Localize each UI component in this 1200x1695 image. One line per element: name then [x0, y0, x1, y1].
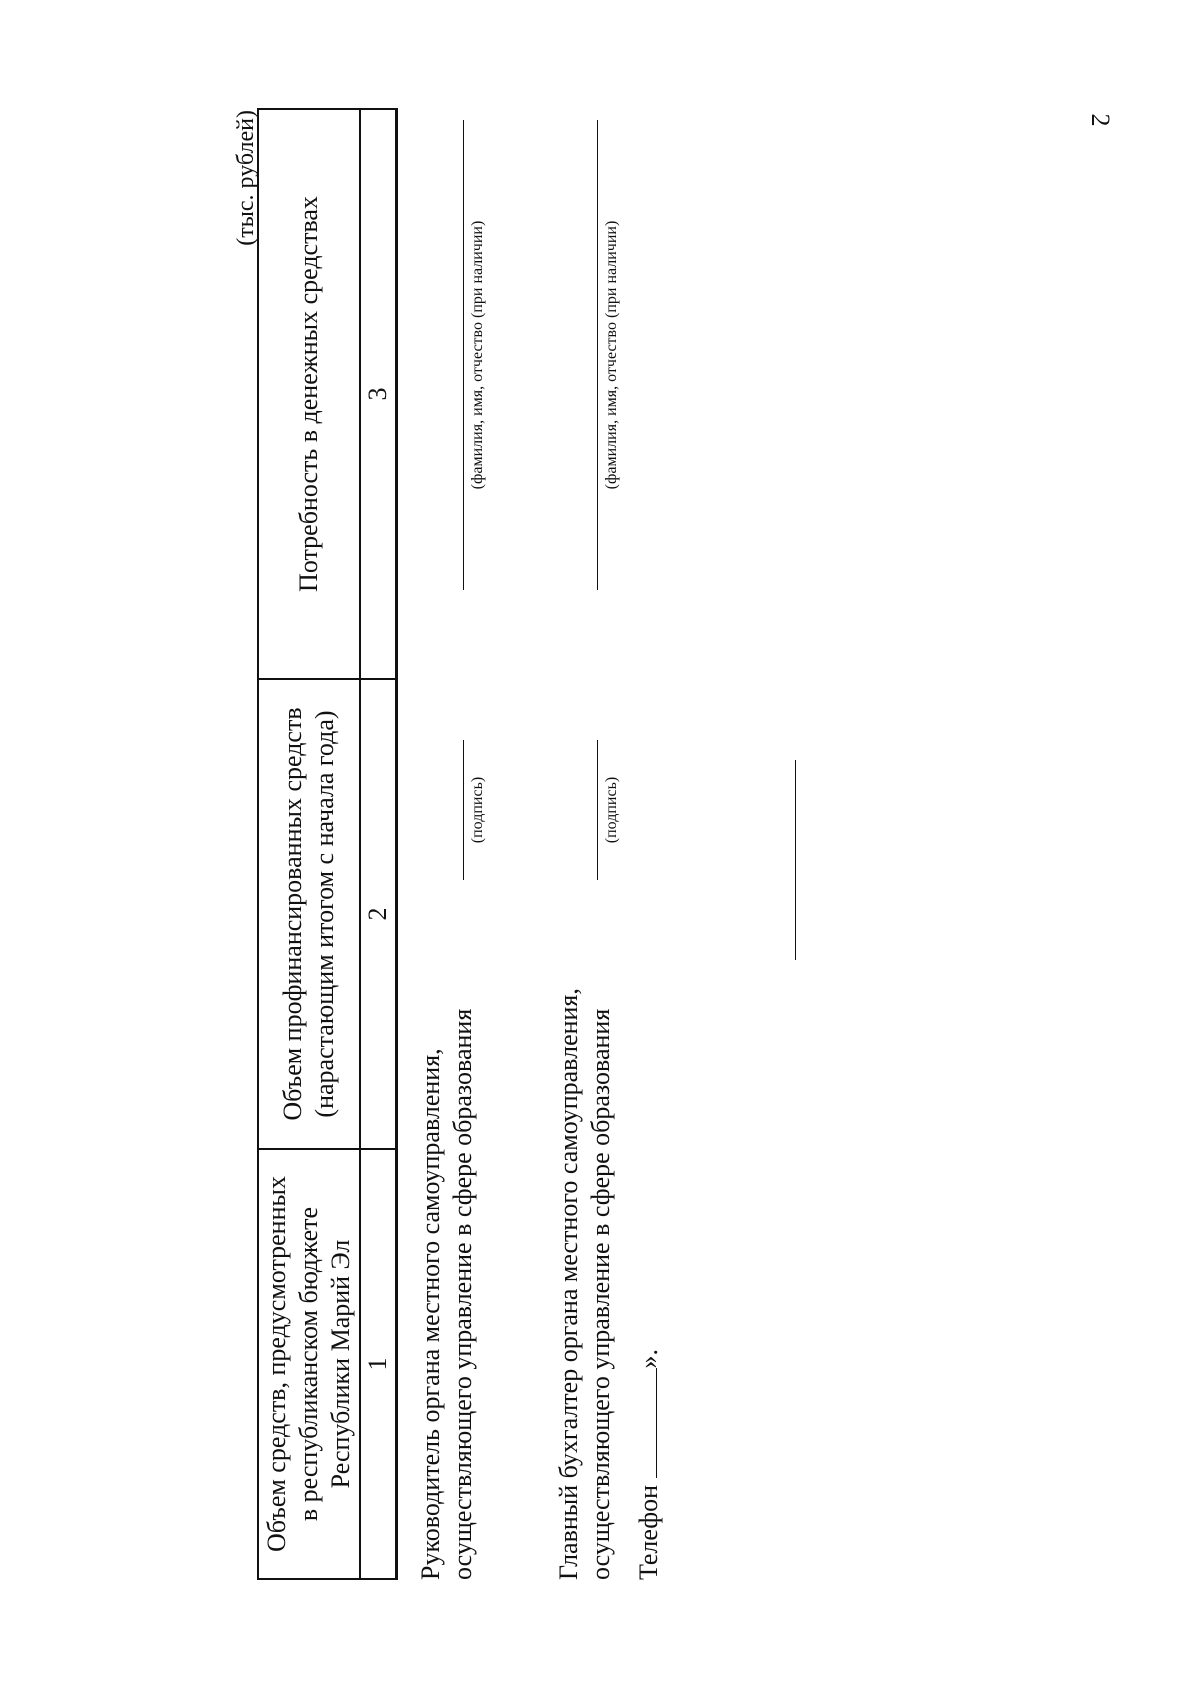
head-signature-line	[463, 740, 464, 880]
accountant-signature-label: Главный бухгалтер органа местного самоуправления, осуществляющего управление в сфере образования	[554, 988, 615, 1580]
accountant-name-line	[597, 120, 598, 590]
separator-line	[795, 760, 796, 960]
head-signature-label: Руководитель органа местного самоуправления, осуществляющего управление в сфере образования	[416, 1008, 477, 1580]
head-name-caption: (фамилия, имя, отчество (при наличии)	[469, 220, 486, 490]
column-number-1: 1	[360, 1149, 397, 1579]
phone-blank	[634, 1368, 657, 1478]
header-planned-funds: Объем средств, предусмотренных в республиканском бюджете Республики Марий Эл	[258, 1149, 360, 1579]
units-label: (тыс. рублей)	[233, 110, 259, 246]
phone-line	[633, 1349, 665, 1580]
column-number-2: 2	[360, 679, 397, 1149]
landscape-sheet	[235, 110, 1035, 1580]
table-column-numbers-row	[360, 109, 397, 1579]
head-signature-caption: (подпись)	[469, 776, 486, 844]
phone-label: Телефон	[634, 1484, 663, 1580]
accountant-signature-line	[597, 740, 598, 880]
column-number-3: 3	[360, 109, 397, 679]
head-name-line	[463, 120, 464, 590]
accountant-name-caption: (фамилия, имя, отчество (при наличии)	[603, 220, 620, 490]
header-financed-funds: Объем профинансированных средств (нарастающим итогом с начала года)	[258, 679, 360, 1149]
table-header-row	[258, 109, 360, 1579]
funding-table	[257, 108, 398, 1580]
closing-quote: ».	[634, 1348, 663, 1369]
header-funding-need: Потребность в денежных средствах	[258, 109, 360, 679]
page-number: 2	[1086, 113, 1115, 127]
accountant-signature-caption: (подпись)	[603, 776, 620, 844]
